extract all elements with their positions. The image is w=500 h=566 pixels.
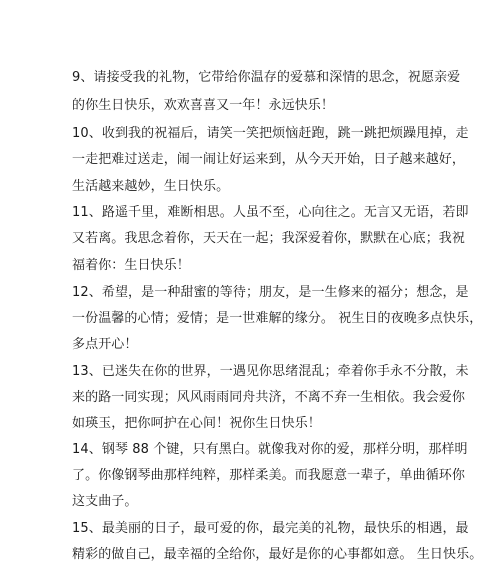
text-line: 又若离。我思念着你，天天在一起；我深爱着你，默默在心底；我祝: [72, 231, 466, 246]
text-line: 11、路遥千里，难断相思。人虽不至，心向往之。无言又无语，若即: [72, 205, 469, 220]
text-line: 一份温馨的心情；爱情；是一世难解的缘分。 祝生日的夜晚多点快乐，: [72, 311, 483, 326]
text-line: 14、钢琴 88 个键，只有黑白。就像我对你的爱，那样分明，那样明: [72, 442, 468, 457]
text-line: 9、请接受我的礼物，它带给你温存的爱慕和深情的思念，祝愿亲爱: [72, 70, 461, 85]
text-line: 12、希望，是一种甜蜜的等待；朋友，是一生修来的福分；想念，是: [72, 285, 469, 300]
text-line: 生活越来越妙，生日快乐。: [72, 179, 230, 194]
text-line: 精彩的做自己，最幸福的全给你，最好是你的心事都如意。 生日快乐。: [72, 547, 483, 562]
text-line: 的你生日快乐，欢欢喜喜又一年！永远快乐！: [72, 98, 335, 113]
text-line: 这支曲子。: [72, 494, 138, 509]
text-line: 多点开心！: [72, 337, 138, 352]
text-line: 了。你像钢琴曲那样纯粹，那样柔美。而我愿意一辈子，单曲循环你: [72, 468, 466, 483]
text-line: 如瑛玉，把你呵护在心间！祝你生日快乐！: [72, 416, 321, 431]
text-line: 10、收到我的祝福后，请笑一笑把烦恼赶跑，跳一跳把烦躁甩掉，走: [72, 126, 469, 141]
text-line: 15、最美丽的日子，最可爱的你，最完美的礼物，最快乐的相遇，最: [72, 521, 469, 536]
text-line: 福着你：生日快乐！: [72, 258, 190, 273]
text-line: 13、已迷失在你的世界，一遇见你思绪混乱；牵着你手永不分散，未: [72, 364, 469, 379]
text-line: 一走把难过送走，闹一闹让好运来到，从今天开始，日子越来越好，: [72, 152, 466, 167]
text-line: 来的路一同实现；风风雨雨同舟共济，不离不弃一生相依。我会爱你: [72, 390, 466, 405]
